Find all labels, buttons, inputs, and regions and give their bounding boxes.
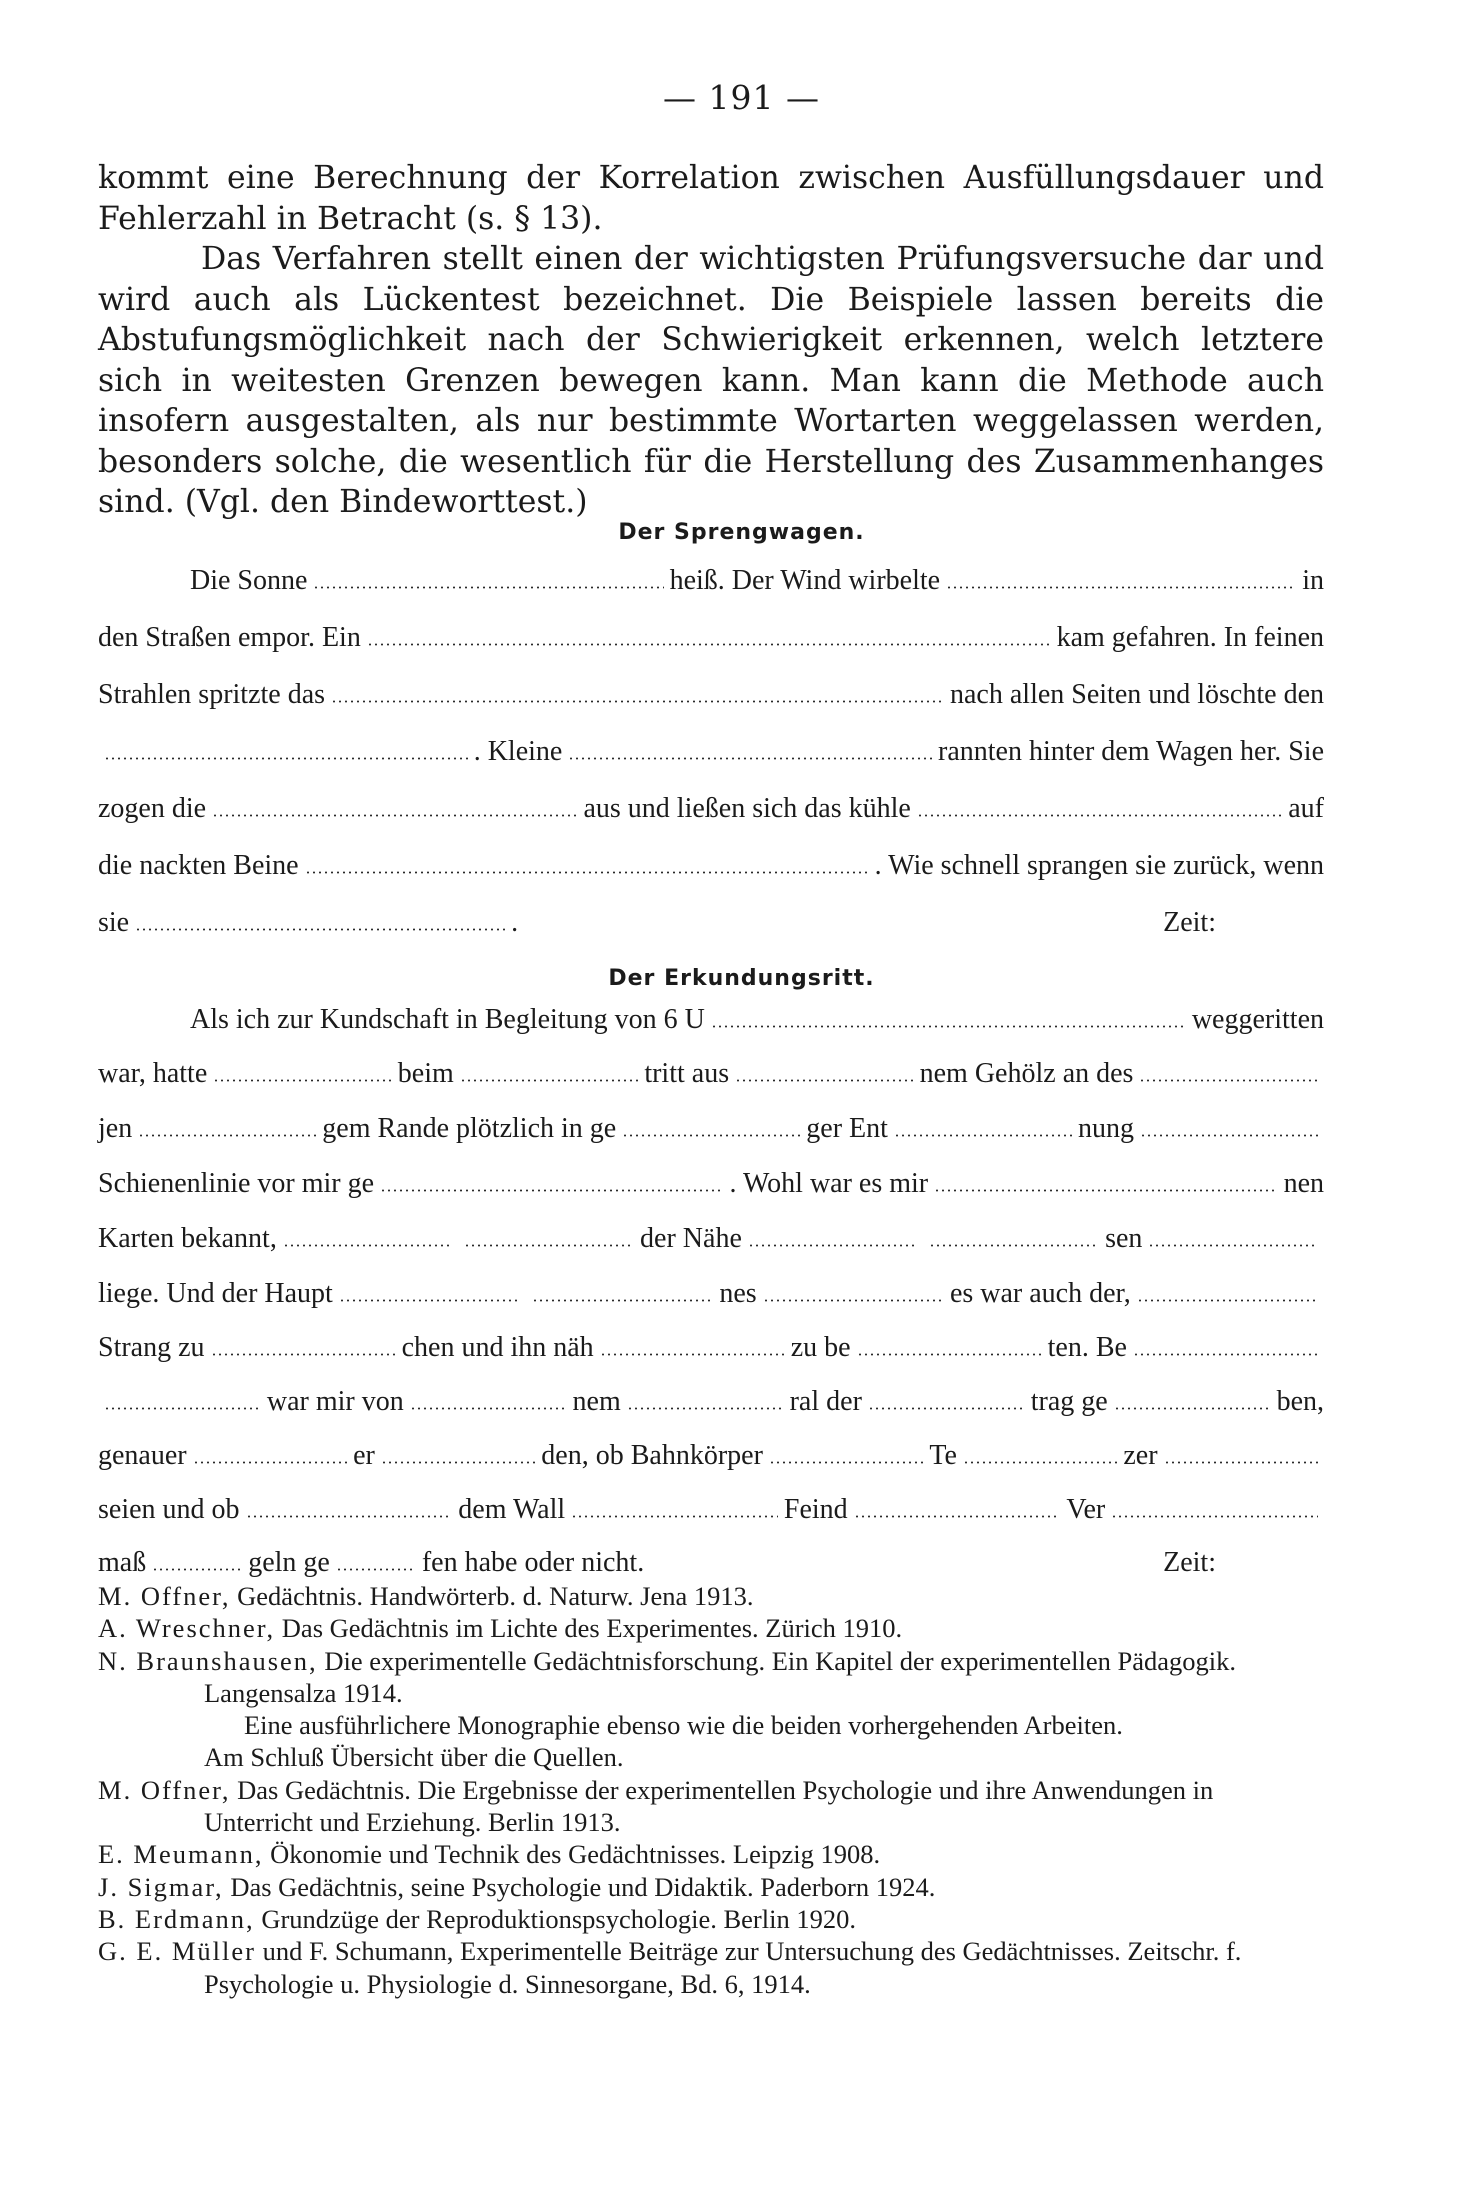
reference-item: A. Wreschner, Das Gedächtnis im Lichte des Experimentes. Zürich 1910.	[98, 1613, 903, 1644]
blank	[1164, 1461, 1318, 1464]
blank	[963, 1461, 1117, 1464]
blank	[464, 1244, 634, 1247]
reference-item: M. Offner, Das Gedächtnis. Die Ergebnisse der experimentellen Psychologie und ihre Anwendungen in Unterricht und Erziehung. Berlin 1913.	[98, 1774, 1214, 1838]
blank	[622, 1134, 800, 1137]
blank	[193, 1461, 347, 1464]
blank	[1140, 1134, 1318, 1137]
reference-item: E. Meumann, Ökonomie und Technik des Gedächtnisses. Leipzig 1908.	[98, 1839, 881, 1870]
exercise-2-line-11: maß geln ge fen habe oder nicht. Zeit:	[98, 1547, 1216, 1578]
exercise-1-line-2: den Straßen empor. Ein kam gefahren. In feinen	[98, 622, 1324, 653]
intro-paragraph-2: Das Verfahren stellt einen der wichtigsten Prüfungsversuche dar und wird auch als Lückentest bezeichnet. Die Beispiele lassen bereits die Abstufungsmöglichkeit nach der Schwierigkeit erkennen, welch letztere sich in weitesten Grenzen bewegen kann. Man kann die Methode auch insofern ausgestalten, als nur bestimmte Wortarten weggelassen werden, besonders solche, die wesentlich für die Herstellung des Zusammenhanges sind. (Vgl. den Bindeworttest.)	[98, 241, 1324, 520]
blank	[410, 1407, 567, 1410]
blank	[600, 1353, 785, 1356]
blank	[868, 1407, 1025, 1410]
exercise-2-line-7: Strang zu chen und ihn näh zu be ten. Be	[98, 1332, 1324, 1372]
blank	[283, 1244, 453, 1247]
blank	[711, 1025, 1186, 1028]
references	[98, 1580, 1324, 2000]
blank	[211, 1353, 396, 1356]
blank	[246, 1515, 453, 1518]
exercise-2-line-10: seien und ob dem Wall Feind Ver	[98, 1494, 1324, 1534]
blank	[571, 1515, 778, 1518]
reference-item: M. Offner, Gedächtnis. Handwörterb. d. Naturw. Jena 1913.	[98, 1581, 754, 1611]
exercise-1-line-3: Strahlen spritzte das nach allen Seiten und löschte den	[98, 679, 1324, 710]
exercise-1-line-4: . Kleine rannten hinter dem Wagen her. Sie	[98, 736, 1324, 776]
exercise-2-title: Der Erkundungsritt.	[608, 966, 875, 991]
blank	[135, 928, 505, 931]
blank	[532, 1299, 713, 1302]
reference-note: Eine ausführlichere Monographie ebenso wie die beiden vorhergehenden Arbeiten. Am Schluß Übersicht über die Quellen.	[204, 1710, 1123, 1773]
exercise-1-time-label: Zeit:	[1163, 907, 1216, 938]
blank	[212, 814, 577, 817]
blank	[104, 757, 468, 760]
reference-item: B. Erdmann, Grundzüge der Reproduktionspsychologie. Berlin 1920.	[98, 1903, 856, 1934]
exercise-2-time-label: Zeit:	[1163, 1547, 1216, 1578]
blank	[763, 1299, 944, 1302]
exercise-2-line-3: jen gem Rande plötzlich in ge ger Ent nung	[98, 1113, 1324, 1153]
blank	[336, 1568, 416, 1571]
blank	[1148, 1244, 1318, 1247]
blank	[1139, 1079, 1318, 1082]
exercise-1-line-7: sie . Zeit:	[98, 907, 1216, 938]
exercise-2-line-5: Karten bekannt, der Nähe sen	[98, 1223, 1324, 1263]
exercise-1-line-1: Die Sonne heiß. Der Wind wirbelte in	[190, 565, 1324, 596]
blank	[917, 814, 1282, 817]
exercise-1-line-6: die nackten Beine . Wie schnell sprangen sie zurück, wenn	[98, 850, 1324, 881]
reference-item: J. Sigmar, Das Gedächtnis, seine Psychologie und Didaktik. Paderborn 1924.	[98, 1871, 936, 1902]
blank	[1133, 1353, 1318, 1356]
page-number: — 191 —	[663, 78, 820, 117]
blank	[305, 871, 869, 874]
blank	[946, 586, 1296, 589]
exercise-2-line-8: war mir von nem ral der trag ge ben,	[98, 1386, 1324, 1426]
exercise-2-line-2: war, hatte beim tritt aus nem Gehölz an des	[98, 1058, 1324, 1098]
blank	[1137, 1299, 1318, 1302]
exercise-1-line-5: zogen die aus und ließen sich das kühle auf	[98, 793, 1325, 824]
blank	[769, 1461, 923, 1464]
blank	[313, 586, 663, 589]
reference-item: N. Braunshausen, Die experimentelle Gedächtnisforschung. Ein Kapitel der experimentellen Pädagogik. Langensalza 1914.	[98, 1645, 1237, 1708]
intro-paragraph-1: kommt eine Berechnung der Korrelation zwischen Ausfüllungsdauer und Fehlerzahl in Betracht (s. § 13).	[98, 160, 1324, 237]
reference-item: G. E. Müller und F. Schumann, Experimentelle Beiträge zur Untersuchung des Gedächtnisses. Zeitschr. f. Psychologie u. Physiologie d. Sinnesorgane, Bd. 6, 1914.	[98, 1936, 1242, 1999]
blank	[104, 1407, 261, 1410]
blank	[213, 1079, 392, 1082]
blank	[857, 1353, 1042, 1356]
exercise-2-line-4: Schienenlinie vor mir ge . Wohl war es mir nen	[98, 1168, 1324, 1199]
blank	[460, 1079, 639, 1082]
blank	[854, 1515, 1061, 1518]
blank	[138, 1134, 316, 1137]
blank	[380, 1189, 723, 1192]
blank	[929, 1244, 1099, 1247]
blank	[627, 1407, 784, 1410]
intro-text	[98, 158, 1324, 523]
blank	[339, 1299, 520, 1302]
blank	[568, 757, 932, 760]
blank	[1114, 1407, 1271, 1410]
blank	[894, 1134, 1072, 1137]
blank	[381, 1461, 535, 1464]
blank	[934, 1189, 1277, 1192]
exercise-2-line-1: Als ich zur Kundschaft in Begleitung von 6 U weggeritten	[190, 1004, 1324, 1035]
blank	[367, 643, 1051, 646]
blank	[331, 700, 944, 703]
blank	[152, 1568, 242, 1571]
exercise-2-line-9: genauer er den, ob Bahnkörper Te zer	[98, 1440, 1324, 1480]
exercise-1-title: Der Sprengwagen.	[618, 520, 865, 545]
blank	[748, 1244, 918, 1247]
blank	[1111, 1515, 1318, 1518]
exercise-2-line-6: liege. Und der Haupt nes es war auch der,	[98, 1278, 1324, 1318]
blank	[735, 1079, 914, 1082]
